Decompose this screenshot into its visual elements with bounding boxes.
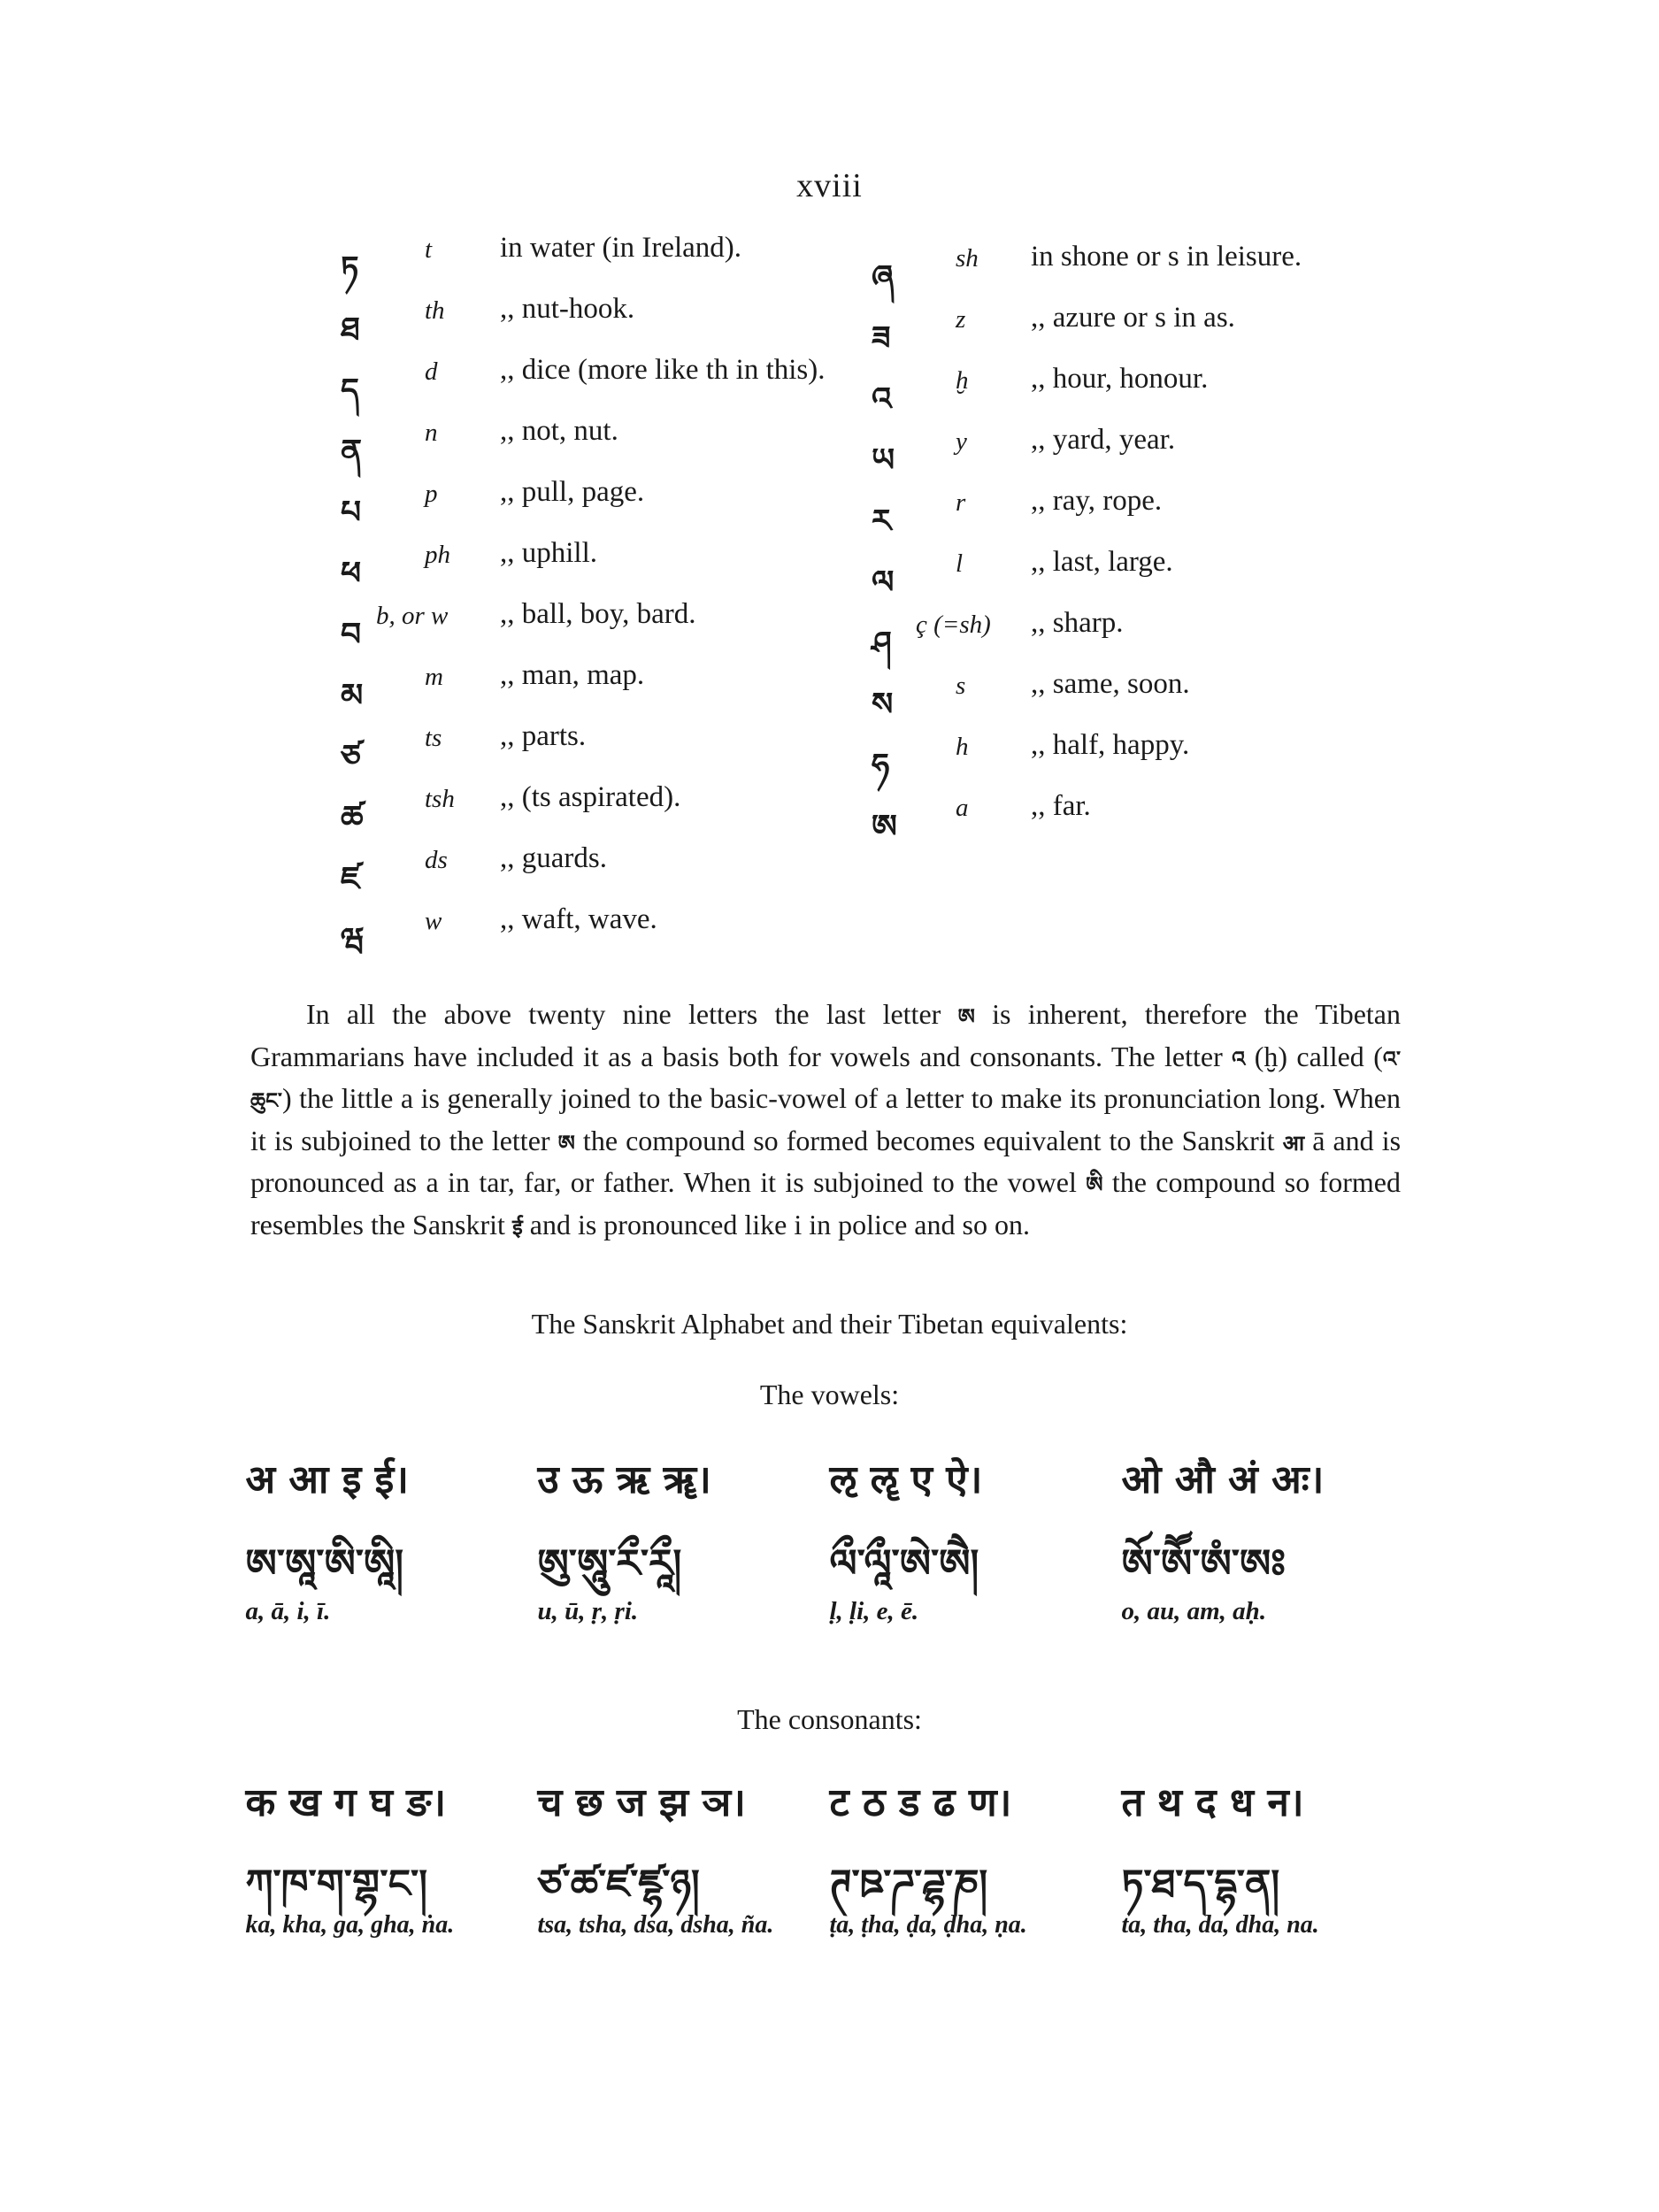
- inline-glyph: ཨི: [1086, 1172, 1103, 1197]
- tibetan-letter: ར: [872, 503, 892, 540]
- paragraph-text: ā and is pronounced as a in tar, far, or father. When it is subjoined to the vowel: [250, 1124, 1402, 1198]
- alphabet-row: [872, 302, 1544, 363]
- inline-glyph: ཨ: [957, 1004, 975, 1029]
- tibetan-letter: ས: [872, 687, 894, 723]
- transliteration: h: [956, 733, 969, 761]
- transliteration: z: [956, 305, 966, 334]
- paragraph-text: the compound so formed resembles the Sanskrit: [250, 1166, 1401, 1240]
- pronunciation-example: ,, last, large.: [1031, 546, 1173, 578]
- tibetan-letter: ཏ: [341, 250, 359, 287]
- pronunciation-example: ,, man, map.: [500, 659, 645, 691]
- pronunciation-example: ,, parts.: [500, 720, 587, 752]
- tibetan-letter: ལ: [872, 565, 895, 601]
- translit-group: ta, tha, da, dha, na.: [1121, 1911, 1319, 1939]
- pronunciation-example: ,, half, happy.: [1031, 729, 1190, 761]
- transliteration: r: [956, 488, 966, 517]
- transliteration: ds: [425, 846, 448, 874]
- transliteration: y: [956, 427, 967, 456]
- pronunciation-example: ,, sharp.: [1031, 607, 1124, 639]
- tibetan-letter: ཐ: [341, 311, 360, 348]
- pronunciation-example: ,, hour, honour.: [1031, 363, 1209, 395]
- translit-group: ḷ, ḷi, e, ē.: [829, 1597, 919, 1625]
- consonants-translit-row: [0, 1911, 1659, 1939]
- tibetan-letter: ཝ: [341, 922, 365, 958]
- pronunciation-example: ,, guards.: [500, 842, 607, 874]
- pronunciation-example: ,, ball, boy, bard.: [500, 598, 696, 630]
- transliteration: t: [425, 235, 433, 264]
- inline-glyph: ई: [511, 1214, 523, 1240]
- tibetan-group: ཨ་ཨཱ་ཨི་ཨཱི།: [245, 1541, 403, 1586]
- paragraph-text: is inherent, therefore the Tibetan Grammarians have included it as a basis both for vowels and consonants. The letter: [250, 998, 1402, 1072]
- devanagari-group: च छ ज झ ञ।: [537, 1780, 746, 1825]
- tibetan-group: ཨུ་ཨཱུ་རྀ་རཱྀ།: [537, 1541, 682, 1586]
- vowels-heading: The vowels:: [759, 1379, 900, 1410]
- transliteration: w: [425, 907, 442, 935]
- transliteration: s: [956, 672, 966, 700]
- vowels-translit-row: [0, 1597, 1659, 1626]
- paragraph-text: (ḫ) called (: [1254, 1040, 1383, 1072]
- vowels-devanagari-row: [0, 1451, 1659, 1504]
- paragraph-text: the compound so formed becomes equivalent to the Sanskrit: [582, 1124, 1275, 1156]
- alphabet-row: [872, 607, 1544, 668]
- paragraph-text: In all the above twenty nine letters the last letter: [306, 998, 941, 1030]
- tibetan-letter: མ: [341, 678, 364, 714]
- page-number: xviii: [796, 167, 863, 204]
- explanation-paragraph: [250, 995, 1401, 1247]
- transliteration: n: [425, 419, 438, 447]
- consonants-devanagari-row: [0, 1774, 1659, 1827]
- tibetan-group: ཨོ་ཨཽ་ཨཾ་ཨཿ: [1121, 1541, 1286, 1586]
- pronunciation-example: ,, (ts aspirated).: [500, 781, 681, 813]
- pronunciation-example: ,, waft, wave.: [500, 903, 657, 935]
- inline-glyph: आ: [1282, 1130, 1305, 1156]
- tibetan-letter: ཟ: [872, 320, 891, 357]
- devanagari-group: त थ द ध न।: [1121, 1780, 1304, 1825]
- paragraph-text: ) the little a is generally joined to the basic-vowel of a letter to make its pronunciation long. When it is subjoined to the letter: [250, 1082, 1401, 1156]
- tibetan-letter: ཡ: [872, 442, 895, 479]
- transliteration: th: [425, 296, 445, 325]
- inline-glyph: འ་ཆུང་: [250, 1046, 1402, 1113]
- transliteration: tsh: [425, 785, 455, 813]
- tibetan-letter: འ: [872, 381, 892, 418]
- transliteration: m: [425, 663, 443, 691]
- devanagari-group: ऌ ॡ ए ऐ।: [829, 1457, 983, 1502]
- alphabet-row: [872, 485, 1544, 546]
- transliteration: b, or w: [376, 602, 449, 630]
- pronunciation-example: ,, far.: [1031, 790, 1091, 822]
- pronunciation-example: in water (in Ireland).: [500, 232, 742, 264]
- translit-group: ṭa, ṭha, ḍa, ḍha, ṇa.: [829, 1911, 1027, 1939]
- tibetan-letter: ན: [341, 434, 363, 470]
- pronunciation-example: ,, same, soon.: [1031, 668, 1190, 700]
- tibetan-group: ཙ་ཚ་ཛ་ཛྷ་ཉ།: [537, 1862, 700, 1907]
- alphabet-row: [872, 668, 1544, 729]
- alphabet-row: [872, 363, 1544, 424]
- pronunciation-example: ,, uphill.: [500, 537, 598, 569]
- pronunciation-example: ,, dice (more like th in this).: [500, 354, 826, 386]
- tibetan-letter: ཤ: [872, 626, 892, 662]
- transliteration: ç (=sh): [916, 611, 991, 639]
- alphabet-row: [872, 546, 1544, 607]
- inline-glyph: ཨ: [557, 1130, 575, 1156]
- tibetan-group: ཏ་ཐ་ད་དྷ་ན།: [1121, 1862, 1280, 1907]
- transliteration: d: [425, 357, 438, 386]
- tibetan-letter: ཧ: [872, 748, 890, 784]
- alphabet-row: [872, 790, 1544, 851]
- alphabet-row: [872, 424, 1544, 485]
- devanagari-group: अ आ इ ई।: [245, 1457, 409, 1502]
- tibetan-group: ཀ་ཁ་ག་གྷ་ང་།: [245, 1862, 428, 1907]
- tibetan-group: ལྀ་ལཱྀ་ཨེ་ཨཻ།: [829, 1541, 979, 1586]
- tibetan-letter: བ: [341, 617, 362, 653]
- translit-group: a, ā, i, ī.: [245, 1597, 331, 1625]
- pronunciation-example: in shone or s in leisure.: [1031, 241, 1302, 273]
- tibetan-letter: ཛ: [341, 861, 360, 897]
- devanagari-group: ओ औ अं अः।: [1121, 1457, 1325, 1502]
- tibetan-group: ཊ་ཋ་ཌ་ཌྷ་ཎ།: [829, 1862, 988, 1907]
- translit-group: ka, kha, ga, gha, ṅa.: [245, 1911, 455, 1939]
- pronunciation-example: ,, azure or s in as.: [1031, 302, 1235, 334]
- consonants-heading: The consonants:: [737, 1703, 922, 1735]
- devanagari-group: ट ठ ड ढ ण।: [829, 1780, 1012, 1825]
- transliteration: l: [956, 549, 964, 578]
- pronunciation-example: ,, ray, rope.: [1031, 485, 1163, 517]
- pronunciation-example: ,, not, nut.: [500, 415, 618, 447]
- alphabet-row: [341, 903, 1013, 964]
- translit-group: tsa, tsha, dsa, dsha, ña.: [537, 1911, 774, 1939]
- transliteration: a: [956, 794, 969, 822]
- translit-group: u, ū, ṛ, ṛi.: [537, 1597, 639, 1625]
- tibetan-letter: ཞ: [872, 259, 895, 296]
- sanskrit-heading: The Sanskrit Alphabet and their Tibetan equivalents:: [531, 1308, 1128, 1340]
- tibetan-letter: ཕ: [341, 556, 362, 592]
- alphabet-right-column: [872, 241, 1544, 851]
- tibetan-letter: ད: [341, 373, 359, 409]
- transliteration: ts: [425, 724, 442, 752]
- tibetan-letter: ཙ: [341, 739, 361, 775]
- alphabet-row: [872, 241, 1544, 302]
- pronunciation-example: ,, pull, page.: [500, 476, 645, 508]
- devanagari-group: उ ऊ ऋ ॠ।: [537, 1457, 711, 1502]
- pronunciation-example: ,, nut-hook.: [500, 293, 635, 325]
- transliteration: p: [425, 480, 438, 508]
- inline-glyph: འ: [1232, 1046, 1246, 1071]
- tibetan-letter: ཚ: [341, 800, 364, 836]
- translit-group: o, au, am, aḥ.: [1121, 1597, 1267, 1625]
- alphabet-row: [872, 729, 1544, 790]
- paragraph-text: and is pronounced like i in police and so on.: [529, 1208, 1030, 1240]
- pronunciation-example: ,, yard, year.: [1031, 424, 1176, 456]
- tibetan-letter: ཨ: [872, 809, 897, 845]
- tibetan-letter: པ: [341, 495, 362, 531]
- transliteration: sh: [956, 244, 979, 273]
- transliteration: ḫ: [956, 366, 969, 395]
- devanagari-group: क ख ग घ ङ।: [245, 1780, 447, 1825]
- transliteration: ph: [425, 541, 450, 569]
